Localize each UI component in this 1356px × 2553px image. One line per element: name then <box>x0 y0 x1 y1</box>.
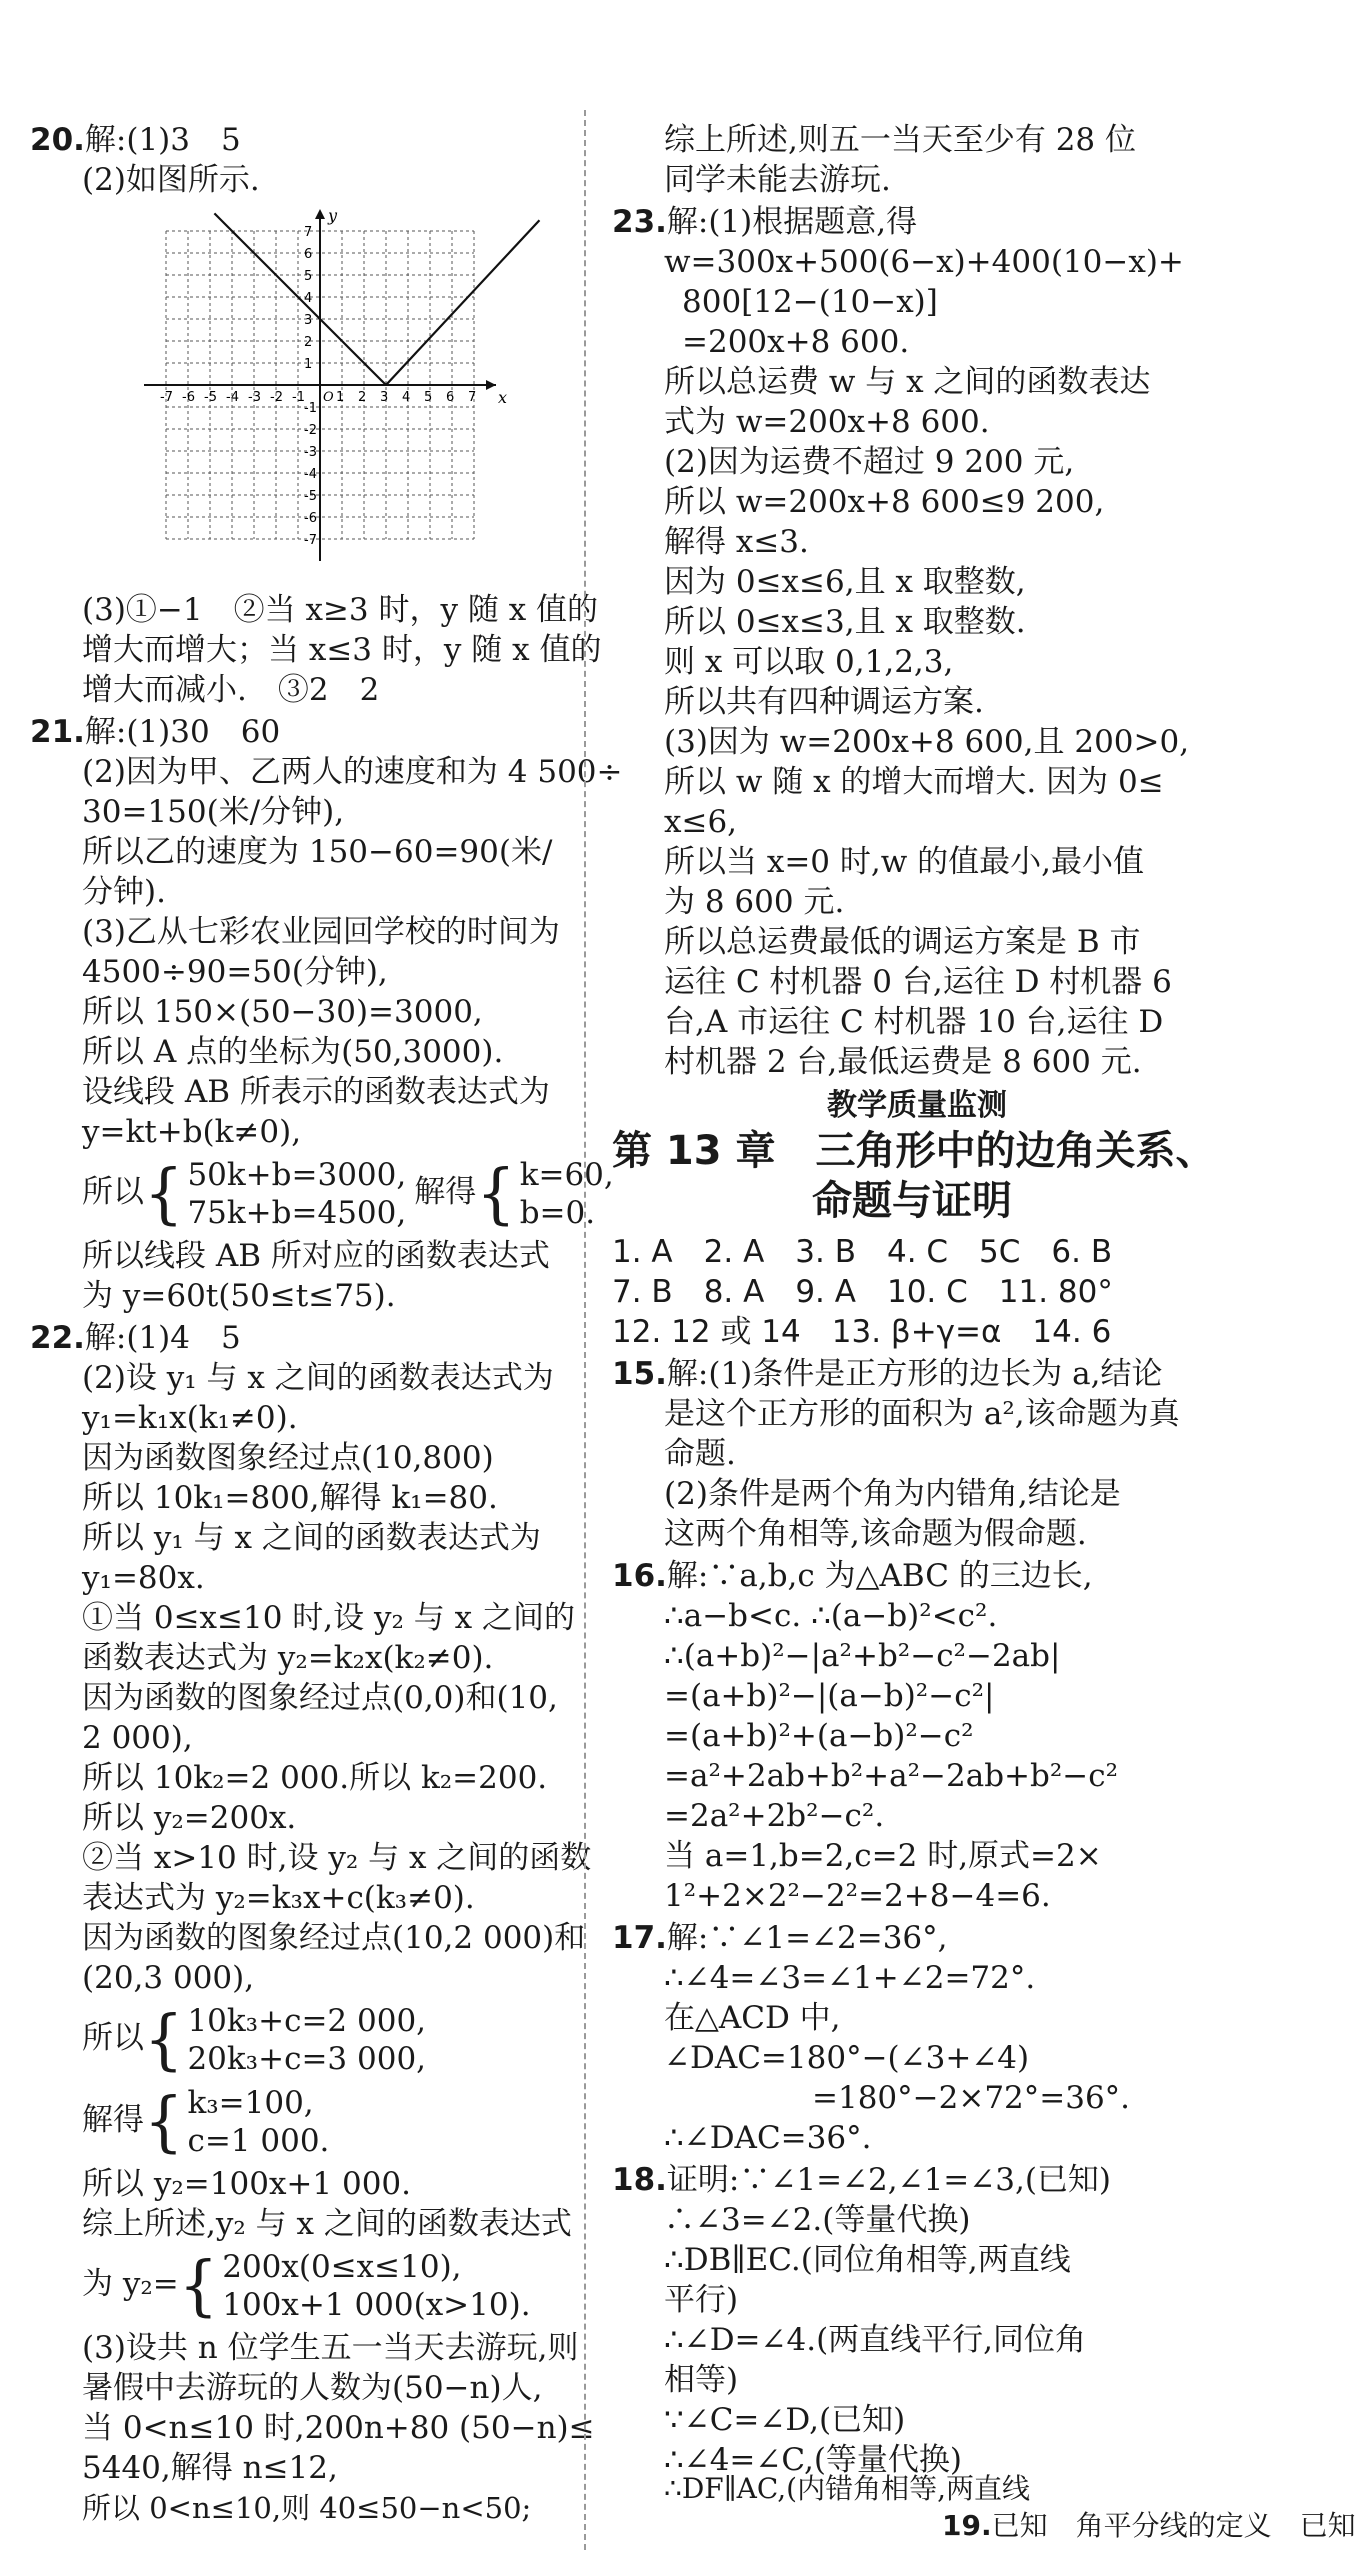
y-axis-label: y <box>328 206 338 225</box>
q22-line-3: y₁=k₁x(k₁≠0). <box>82 1400 298 1436</box>
x-tick-label: 6 <box>446 390 455 405</box>
q23-line-17: 所以当 x=0 时,w 的值最小,最小值 <box>664 844 1144 880</box>
right-line-2: 同学未能去游玩. <box>664 162 891 198</box>
x-tick-label: 7 <box>468 390 477 405</box>
q16-line-5: =(a+b)²+(a−b)²−c² <box>664 1718 974 1754</box>
x-tick-label: 1 <box>336 390 345 405</box>
q22-line-17: (20,3 000), <box>82 1960 255 1996</box>
q16-line-3: ∴(a+b)²−|a²+b²−c²−2ab| <box>664 1638 1061 1674</box>
origin-label: O <box>323 390 334 405</box>
q17-line-3: 在△ACD 中, <box>664 2000 841 2036</box>
y-tick-label: -6 <box>304 511 317 526</box>
q16-line-6: =a²+2ab+b²+a²−2ab+b²−c² <box>664 1758 1119 1794</box>
q22-system-line-2: 解得{ k₃=100, c=1 000. <box>82 2082 330 2160</box>
q22-line-25: 当 0<n≤10 时,200n+80 (50−n)≤ <box>82 2410 595 2446</box>
q21-system-1: 50k+b=3000, 75k+b=4500, <box>187 1156 407 1231</box>
q19-line-1: 19.已知 角平分线的定义 已知 <box>942 2509 1356 2542</box>
q23-line-11: 所以 0≤x≤3,且 x 取整数. <box>664 604 1026 640</box>
y-axis-arrow <box>315 209 325 219</box>
q18-line-7: ∵∠C=∠D,(已知) <box>664 2402 906 2438</box>
q16-line-2: ∴a−b<c. ∴(a−b)²<c². <box>664 1598 998 1634</box>
q22-line-26: 5440,解得 n≤12, <box>82 2450 338 2486</box>
q18-number: 18. <box>612 2162 667 2198</box>
q21-number: 21. <box>30 714 85 750</box>
q22-line-1: 22.解:(1)4 5 <box>30 1320 241 1356</box>
q23-line-10: 因为 0≤x≤6,且 x 取整数, <box>664 564 1026 600</box>
q16-line-1: 16.解:∵a,b,c 为△ABC 的三边长, <box>612 1558 1093 1594</box>
q23-line-15: 所以 w 随 x 的增大而增大. 因为 0≤ <box>664 764 1164 800</box>
x-tick-label: -5 <box>204 390 217 405</box>
q23-line-1: 23.解:(1)根据题意,得 <box>612 204 918 240</box>
q18-line-3: ∴DB∥EC.(同位角相等,两直线 <box>664 2242 1071 2278</box>
answers-line-3: 12. 12 或 14 13. β+γ=α 14. 6 <box>612 1314 1112 1350</box>
y-tick-label: 5 <box>304 269 313 284</box>
q23-line-8: 所以 w=200x+8 600≤9 200, <box>664 484 1105 520</box>
q23-number: 23. <box>612 204 667 240</box>
q22-system-line-1: 所以{ 10k₃+c=2 000, 20k₃+c=3 000, <box>82 2000 427 2078</box>
q23-line-16: x≤6, <box>664 804 738 840</box>
q23-line-2: w=300x+500(6−x)+400(10−x)+ <box>664 244 1184 280</box>
q18-line-8: ∴∠4=∠C,(等量代换) <box>664 2442 963 2478</box>
x-tick-label: -7 <box>160 390 173 405</box>
x-tick-label: 5 <box>424 390 433 405</box>
q23-line-18: 为 8 600 元. <box>664 884 845 920</box>
q22-line-12: 所以 10k₂=2 000.所以 k₂=200. <box>82 1760 548 1796</box>
x-tick-label: -6 <box>182 390 195 405</box>
q21-line-4: 所以乙的速度为 150−60=90(米/ <box>82 834 553 870</box>
q18-line-6: 相等) <box>664 2362 739 2398</box>
q16-line-9: 1²+2×2²−2²=2+8−4=6. <box>664 1878 1051 1914</box>
q23-line-22: 村机器 2 台,最低运费是 8 600 元. <box>664 1044 1142 1080</box>
y-tick-label: 4 <box>304 291 313 306</box>
q21-line-13: 所以线段 AB 所对应的函数表达式 <box>82 1238 550 1274</box>
graph-left-branch <box>214 213 386 385</box>
q21-line-3: 30=150(米/分钟), <box>82 794 345 830</box>
q22-line-13: 所以 y₂=200x. <box>82 1800 297 1836</box>
q15-line-2: 是这个正方形的面积为 a²,该命题为真 <box>664 1396 1180 1432</box>
q20-line-2: (2)如图所示. <box>82 162 260 198</box>
y-tick-label: 3 <box>304 313 313 328</box>
q19-number: 19. <box>942 2509 992 2542</box>
x-tick-label: 4 <box>402 390 411 405</box>
q22-line-8: ①当 0≤x≤10 时,设 y₂ 与 x 之间的 <box>82 1600 576 1636</box>
q16-line-4: =(a+b)²−|(a−b)²−c²| <box>664 1678 995 1714</box>
q22-line-6: 所以 y₁ 与 x 之间的函数表达式为 <box>82 1520 541 1556</box>
q21-line-10: 设线段 AB 所表示的函数表达式为 <box>82 1074 550 1110</box>
x-tick-label: -3 <box>248 390 261 405</box>
graph-svg <box>140 200 540 570</box>
y-tick-label: 1 <box>304 357 313 372</box>
q22-line-4: 因为函数图象经过点(10,800) <box>82 1440 494 1476</box>
graph-right-branch <box>386 220 539 385</box>
q21-line-14: 为 y=60t(50≤t≤75). <box>82 1278 396 1314</box>
q23-line-14: (3)因为 w=200x+8 600,且 200>0, <box>664 724 1190 760</box>
q16-line-8: 当 a=1,b=2,c=2 时,原式=2× <box>664 1838 1102 1874</box>
y-tick-label: -4 <box>304 467 317 482</box>
q22-line-21: 综上所述,y₂ 与 x 之间的函数表达式 <box>82 2206 572 2242</box>
q18-line-9: ∴DF∥AC,(内错角相等,两直线 <box>664 2472 1030 2505</box>
q18-line-1: 18.证明:∵∠1=∠2,∠1=∠3,(已知) <box>612 2162 1112 2198</box>
q22-line-14: ②当 x>10 时,设 y₂ 与 x 之间的函数 <box>82 1840 592 1876</box>
function-graph <box>140 200 540 570</box>
q15-line-5: 这两个角相等,该命题为假命题. <box>664 1516 1087 1552</box>
column-divider <box>584 110 586 2550</box>
q21-line-2: (2)因为甲、乙两人的速度和为 4 500÷ <box>82 754 623 790</box>
chapter-title-line-1: 第 13 章 三角形中的边角关系、 <box>612 1128 1216 1174</box>
y-tick-label: 6 <box>304 247 313 262</box>
q17-line-2: ∴∠4=∠3=∠1+∠2=72°. <box>664 1960 1036 1996</box>
q22-line-20: 所以 y₂=100x+1 000. <box>82 2166 411 2202</box>
q17-line-5: =180°−2×72°=36°. <box>812 2080 1131 2116</box>
x-axis-arrow <box>486 380 496 390</box>
q17-number: 17. <box>612 1920 667 1956</box>
q22-line-16: 因为函数的图象经过点(10,2 000)和 <box>82 1920 586 1956</box>
q23-line-19: 所以总运费最低的调运方案是 B 市 <box>664 924 1141 960</box>
y-tick-label: -5 <box>304 489 317 504</box>
q18-line-4: 平行) <box>664 2282 739 2318</box>
y-tick-label: -2 <box>304 423 317 438</box>
q15-number: 15. <box>612 1356 667 1392</box>
q23-line-3: 800[12−(10−x)] <box>682 284 938 320</box>
x-axis-label: x <box>498 388 508 407</box>
q21-line-7: 4500÷90=50(分钟), <box>82 954 388 990</box>
q22-line-9: 函数表达式为 y₂=k₂x(k₂≠0). <box>82 1640 494 1676</box>
q22-line-10: 因为函数的图象经过点(0,0)和(10, <box>82 1680 558 1716</box>
q17-line-6: ∴∠DAC=36°. <box>664 2120 872 2156</box>
q22-number: 22. <box>30 1320 85 1356</box>
q18-line-5: ∴∠D=∠4.(两直线平行,同位角 <box>664 2322 1087 2358</box>
q21-system-2: k=60, b=0. <box>519 1156 614 1231</box>
q23-line-12: 则 x 可以取 0,1,2,3, <box>664 644 954 680</box>
q21-line-11: y=kt+b(k≠0), <box>82 1114 302 1150</box>
q22-line-15: 表达式为 y₂=k₃x+c(k₃≠0). <box>82 1880 475 1916</box>
x-tick-label: -4 <box>226 390 239 405</box>
right-line-1: 综上所述,则五一当天至少有 28 位 <box>664 122 1137 158</box>
q22-line-5: 所以 10k₁=800,解得 k₁=80. <box>82 1480 498 1516</box>
q15-line-3: 命题. <box>664 1436 736 1472</box>
q21-system-line: 所以{ 50k+b=3000, 75k+b=4500, 解得{ k=60, b=0. <box>82 1154 614 1232</box>
q22-line-11: 2 000), <box>82 1720 193 1756</box>
y-tick-label: -7 <box>304 533 317 548</box>
q23-line-7: (2)因为运费不超过 9 200 元, <box>664 444 1075 480</box>
q23-line-21: 台,A 市运往 C 村机器 10 台,运往 D <box>664 1004 1164 1040</box>
q18-line-2: ∴∠3=∠2.(等量代换) <box>664 2202 971 2238</box>
q15-line-4: (2)条件是两个角为内错角,结论是 <box>664 1476 1121 1512</box>
answers-line-1: 1. A 2. A 3. B 4. C 5C 6. B <box>612 1234 1113 1270</box>
answers-line-2: 7. B 8. A 9. A 10. C 11. 80° <box>612 1274 1113 1310</box>
q17-line-4: ∠DAC=180°−(∠3+∠4) <box>664 2040 1030 2076</box>
q22-line-24: 暑假中去游玩的人数为(50−n)人, <box>82 2370 543 2406</box>
y-tick-label: 7 <box>304 225 313 240</box>
y-tick-label: -1 <box>304 401 317 416</box>
q22-line-7: y₁=80x. <box>82 1560 205 1596</box>
q22-line-2: (2)设 y₁ 与 x 之间的函数表达式为 <box>82 1360 554 1396</box>
x-tick-label: -2 <box>270 390 283 405</box>
q22-line-27: 所以 0<n≤10,则 40≤50−n<50; <box>82 2491 532 2525</box>
q23-line-20: 运往 C 村机器 0 台,运往 D 村机器 6 <box>664 964 1172 1000</box>
q23-line-13: 所以共有四种调运方案. <box>664 684 984 720</box>
y-tick-label: -3 <box>304 445 317 460</box>
q21-line-9: 所以 A 点的坐标为(50,3000). <box>82 1034 504 1070</box>
q15-line-1: 15.解:(1)条件是正方形的边长为 a,结论 <box>612 1356 1163 1392</box>
q22-system-line-3: 为 y₂={ 200x(0≤x≤10), 100x+1 000(x>10). <box>82 2246 531 2324</box>
x-tick-label: 2 <box>358 390 367 405</box>
q23-line-9: 解得 x≤3. <box>664 524 809 560</box>
q21-line-8: 所以 150×(50−30)=3000, <box>82 994 483 1030</box>
q17-line-1: 17.解:∵∠1=∠2=36°, <box>612 1920 948 1956</box>
q20-line-3: (3)①−1 ②当 x≥3 时，y 随 x 值的 <box>82 592 599 628</box>
q21-line-5: 分钟). <box>82 874 166 910</box>
x-tick-label: -1 <box>292 390 305 405</box>
q21-line-1: 21.解:(1)30 60 <box>30 714 281 750</box>
chapter-title-line-2: 命题与证明 <box>812 1178 1012 1224</box>
x-tick-label: 3 <box>380 390 389 405</box>
q20-line-1: 20.解:(1)3 5 <box>30 122 241 158</box>
q20-line-5: 增大而减小. ③2 2 <box>82 672 380 708</box>
q23-line-6: 式为 w=200x+8 600. <box>664 404 990 440</box>
q21-line-6: (3)乙从七彩农业园回学校的时间为 <box>82 914 560 950</box>
q20-line-4: 增大而增大；当 x≤3 时，y 随 x 值的 <box>82 632 602 668</box>
q20-number: 20. <box>30 122 85 158</box>
y-tick-label: 2 <box>304 335 313 350</box>
q22-line-23: (3)设共 n 位学生五一当天去游玩,则 <box>82 2330 579 2366</box>
section-title: 教学质量监测 <box>827 1088 1007 1123</box>
q16-number: 16. <box>612 1558 667 1594</box>
q23-line-5: 所以总运费 w 与 x 之间的函数表达 <box>664 364 1151 400</box>
q16-line-7: =2a²+2b²−c². <box>664 1798 885 1834</box>
q23-line-4: =200x+8 600. <box>682 324 910 360</box>
